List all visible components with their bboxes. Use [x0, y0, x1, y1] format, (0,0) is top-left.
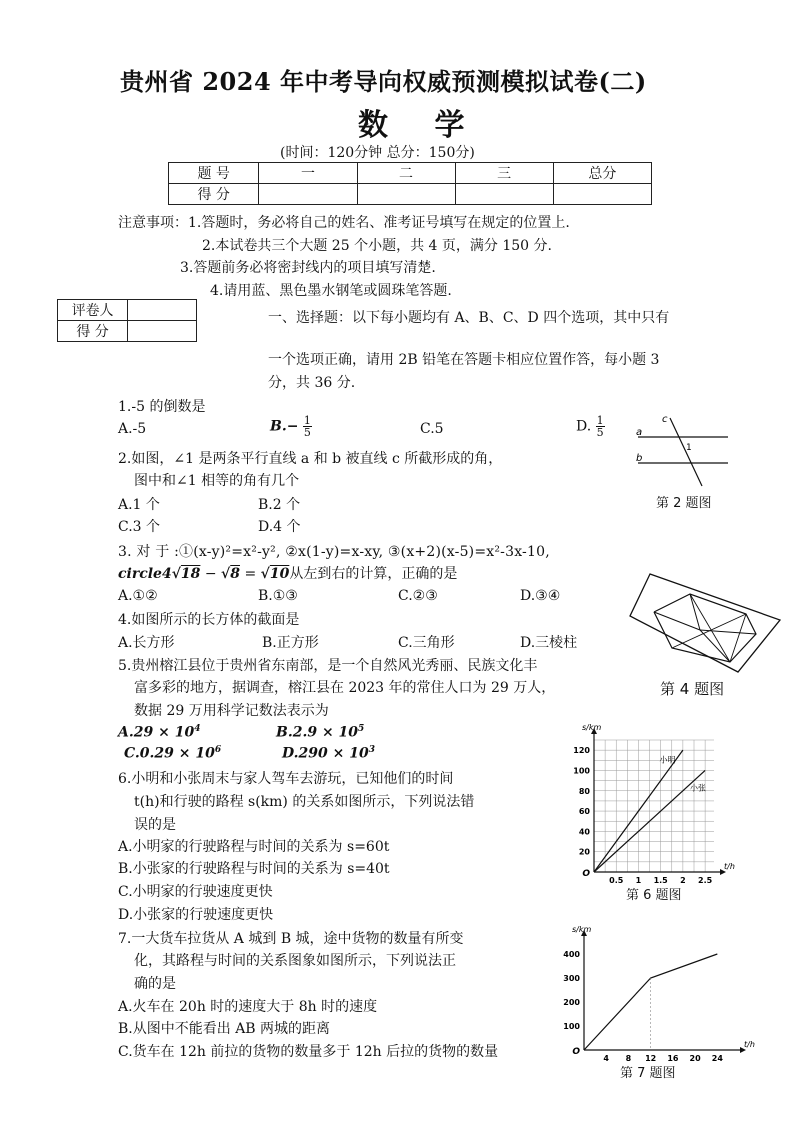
x-tick-label: 12: [645, 1054, 657, 1063]
q6-option-a: A.小明家的行驶路程与时间的关系为 s=60t: [118, 839, 390, 855]
y-tick-label: 60: [578, 807, 590, 817]
y-tick-label: 400: [563, 950, 580, 959]
q2-line1: 2.如图，∠1 是两条平行直线 a 和 b 被直线 c 所截形成的角，: [118, 451, 503, 467]
q2-label-b: b: [636, 453, 643, 464]
grader-label: 评卷人: [58, 300, 128, 321]
x-tick-label: 1: [635, 876, 642, 885]
x-axis-label: t/h: [724, 862, 735, 871]
y-tick-label: 120: [573, 746, 590, 756]
q6-line2: t(h)和行驶的路程 s(km) 的关系如图所示，下列说法错: [134, 794, 475, 810]
q4-section-edge: [730, 614, 746, 662]
x-tick-label: 1.5: [653, 876, 668, 885]
score-header-cell: 一: [259, 163, 357, 184]
q5-option-c: [124, 745, 221, 762]
q2-label-1: 1: [686, 443, 692, 453]
q5-b-base: B.2.9 × 10: [276, 724, 359, 741]
x-tick-label: 2: [680, 876, 686, 885]
score-cell[interactable]: [553, 184, 651, 205]
score-table: [168, 162, 652, 205]
q6-option-d: D.小张家的行驶速度更快: [118, 907, 274, 923]
q5-d-base: D.290 × 10: [282, 745, 369, 762]
section1-line1: 一、选择题：以下每小题均有 A、B、C、D 四个选项，其中只有: [268, 310, 670, 326]
q2-fig-caption: 第 2 题图: [656, 496, 712, 511]
y-tick-label: 300: [563, 974, 580, 983]
q4-option-d: D.三棱柱: [520, 635, 578, 651]
x-tick-label: 2.5: [698, 876, 713, 885]
score-header-cell: 题 号: [169, 163, 259, 184]
q3-option-c: C.②③: [398, 588, 438, 604]
score-header-cell: 总分: [553, 163, 651, 184]
x-tick-label: 4: [603, 1054, 610, 1063]
q5-line3: 数据 29 万用科学记数法表示为: [134, 703, 329, 719]
q4-fig-caption: 第 4 题图: [660, 680, 725, 698]
q4-figure: [628, 572, 783, 682]
grader-box: [57, 299, 197, 342]
q1-option-a: A.-5: [118, 421, 147, 437]
exam-title: 贵州省 2024 年中考导向权威预测模拟试卷(二): [120, 67, 647, 96]
time-info: (时间：120分钟 总分：150分): [280, 145, 475, 161]
series-label: 小明: [659, 755, 676, 765]
series-label: 小张: [690, 783, 706, 793]
x-tick-label: 24: [711, 1054, 723, 1063]
q5-option-b: [276, 724, 364, 741]
q2-option-d: D.4 个: [258, 519, 301, 535]
y-axis-label: s/km: [572, 925, 592, 934]
q3-minus: −: [200, 566, 222, 582]
q6-line1: 6.小明和小张周末与家人驾车去游玩，已知他们的时间: [118, 771, 454, 787]
x-tick-label: 0.5: [609, 876, 624, 885]
q3-option-d: D.③④: [520, 588, 561, 604]
x-tick-label: 8: [625, 1054, 632, 1063]
score-cell[interactable]: [259, 184, 357, 205]
q4-option-b: B.正方形: [262, 635, 319, 651]
q6-chart: [568, 712, 735, 887]
q5-line2: 富多彩的地方，据调查，榕江县在 2023 年的常住人口为 29 万人，: [134, 680, 556, 696]
y-tick-label: 100: [563, 1022, 580, 1031]
q5-option-d: [282, 745, 375, 762]
q3-line2: circle4√18 − √8 = √10从左到右的计算，正确的是: [118, 566, 458, 582]
section1-line3: 分，共 36 分.: [268, 375, 356, 391]
q6-option-b: B.小张家的行驶路程与时间的关系为 s=40t: [118, 861, 390, 877]
score-row-label: 得 分: [169, 184, 259, 205]
q4-plane: [630, 574, 780, 672]
note-4: 4.请用蓝、黑色墨水钢笔或圆珠笔答题.: [210, 283, 452, 299]
q1-stem: 1.-5 的倒数是: [118, 399, 206, 415]
q3-radicand-3: 10: [269, 566, 290, 582]
origin-label: O: [582, 869, 590, 879]
q3-option-b: B.①③: [258, 588, 298, 604]
origin-label: O: [572, 1047, 580, 1057]
grader-cell[interactable]: [128, 321, 197, 342]
q7-option-a: A.火车在 20h 时的速度大于 8h 时的速度: [118, 999, 378, 1015]
q6-fig-caption: 第 6 题图: [626, 888, 682, 903]
q5-d-exp: 3: [368, 745, 375, 755]
q5-option-a: [118, 724, 200, 741]
q3-option-a: A.①②: [118, 588, 158, 604]
q4-edge: [700, 630, 730, 662]
subject-title: 数 学: [358, 108, 483, 143]
y-tick-label: 100: [573, 766, 590, 776]
x-tick-label: 20: [689, 1054, 701, 1063]
q2-option-b: B.2 个: [258, 497, 301, 513]
q7-line1: 7.一大货车拉货从 A 城到 B 城，途中货物的数量有所变: [118, 931, 464, 947]
q1-b-fraction: [303, 415, 312, 438]
q7-line2: 化，其路程与时间的关系图象如图所示，下列说法正: [134, 953, 456, 969]
q4-edge: [700, 630, 756, 634]
y-tick-label: 20: [578, 847, 590, 857]
x-tick-label: 16: [667, 1054, 679, 1063]
q5-c-base: C.0.29 × 10: [124, 745, 215, 762]
q7-option-b: B.从图中不能看出 AB 两城的距离: [118, 1021, 331, 1037]
q5-a-exp: 4: [194, 724, 201, 734]
q1-b-prefix: B.−: [270, 418, 299, 435]
score-cell[interactable]: [357, 184, 455, 205]
y-tick-label: 200: [563, 998, 580, 1007]
q5-a-base: A.29 × 10: [118, 724, 195, 741]
y-axis-label: s/km: [582, 723, 602, 732]
q2-label-c: c: [662, 414, 668, 425]
q3-equals: =: [240, 566, 261, 582]
q6-line3: 误的是: [134, 817, 176, 833]
note-3: 3.答题前务必将密封线内的项目填写清楚.: [180, 260, 436, 276]
q4-edge: [654, 612, 700, 630]
q3-line2-rest: 从左到右的计算，正确的是: [289, 566, 458, 582]
note-1: 注意事项：1.答题时，务必将自己的姓名、准考证号填写在规定的位置上.: [118, 215, 570, 231]
q3-radicand-2: 8: [230, 566, 240, 582]
q2-option-a: A.1 个: [118, 497, 160, 513]
q4-section-edge: [672, 614, 746, 648]
q5-line1: 5.贵州榕江县位于贵州省东南部，是一个自然风光秀丽、民族文化丰: [118, 658, 538, 674]
q1-d-num: 1: [596, 414, 604, 427]
q5-b-exp: 5: [358, 724, 365, 734]
y-tick-label: 80: [578, 786, 590, 796]
score-header-cell: 二: [357, 163, 455, 184]
q3-radicand-1: 18: [180, 566, 201, 582]
q4-stem: 4.如图所示的长方体的截面是: [118, 612, 300, 628]
q3-line1: 3. 对 于 :①(x-y)²=x²-y², ②x(1-y)=x-xy, ③(x+2)(x-5)=x²-3x-10,: [118, 544, 550, 560]
q7-option-c: C.货车在 12h 前拉的货物的数量多于 12h 后拉的货物的数量: [118, 1044, 499, 1060]
q1-b-num: 1: [303, 414, 311, 427]
q2-line2: 图中和∠1 相等的角有几个: [134, 473, 300, 489]
score-cell[interactable]: [455, 184, 553, 205]
q1-b-den: 5: [303, 426, 311, 439]
note-2: 2.本试卷共三个大题 25 个小题，共 4 页，满分 150 分.: [202, 238, 552, 254]
q3-circle-text: circle4: [118, 566, 172, 582]
q6-option-c: C.小明家的行驶速度更快: [118, 884, 273, 900]
q2-label-a: a: [636, 427, 643, 438]
q2-figure: [632, 410, 732, 490]
q7-fig-caption: 第 7 题图: [620, 1066, 676, 1081]
q4-box-outline: [654, 594, 756, 662]
grader-cell[interactable]: [128, 300, 197, 321]
q4-option-a: A.长方形: [118, 635, 175, 651]
q1-d-prefix: D.: [576, 418, 592, 435]
grader-label: 得 分: [58, 321, 128, 342]
q1-option-b: [270, 415, 312, 438]
y-tick-label: 40: [578, 827, 590, 837]
q7-line3: 确的是: [134, 976, 176, 992]
q2-option-c: C.3 个: [118, 519, 161, 535]
score-header-cell: 三: [455, 163, 553, 184]
q5-c-exp: 6: [214, 745, 222, 755]
x-axis-label: t/h: [744, 1040, 755, 1049]
q4-option-c: C.三角形: [398, 635, 455, 651]
q1-option-d: [576, 415, 605, 438]
section1-line2: 一个选项正确，请用 2B 铅笔在答题卡相应位置作答，每小题 3: [268, 352, 660, 368]
q1-d-fraction: [596, 415, 605, 438]
q7-chart: [556, 925, 755, 1066]
q4-edge: [690, 594, 700, 630]
q1-option-c: C.5: [420, 421, 444, 437]
q1-d-den: 5: [596, 426, 604, 439]
